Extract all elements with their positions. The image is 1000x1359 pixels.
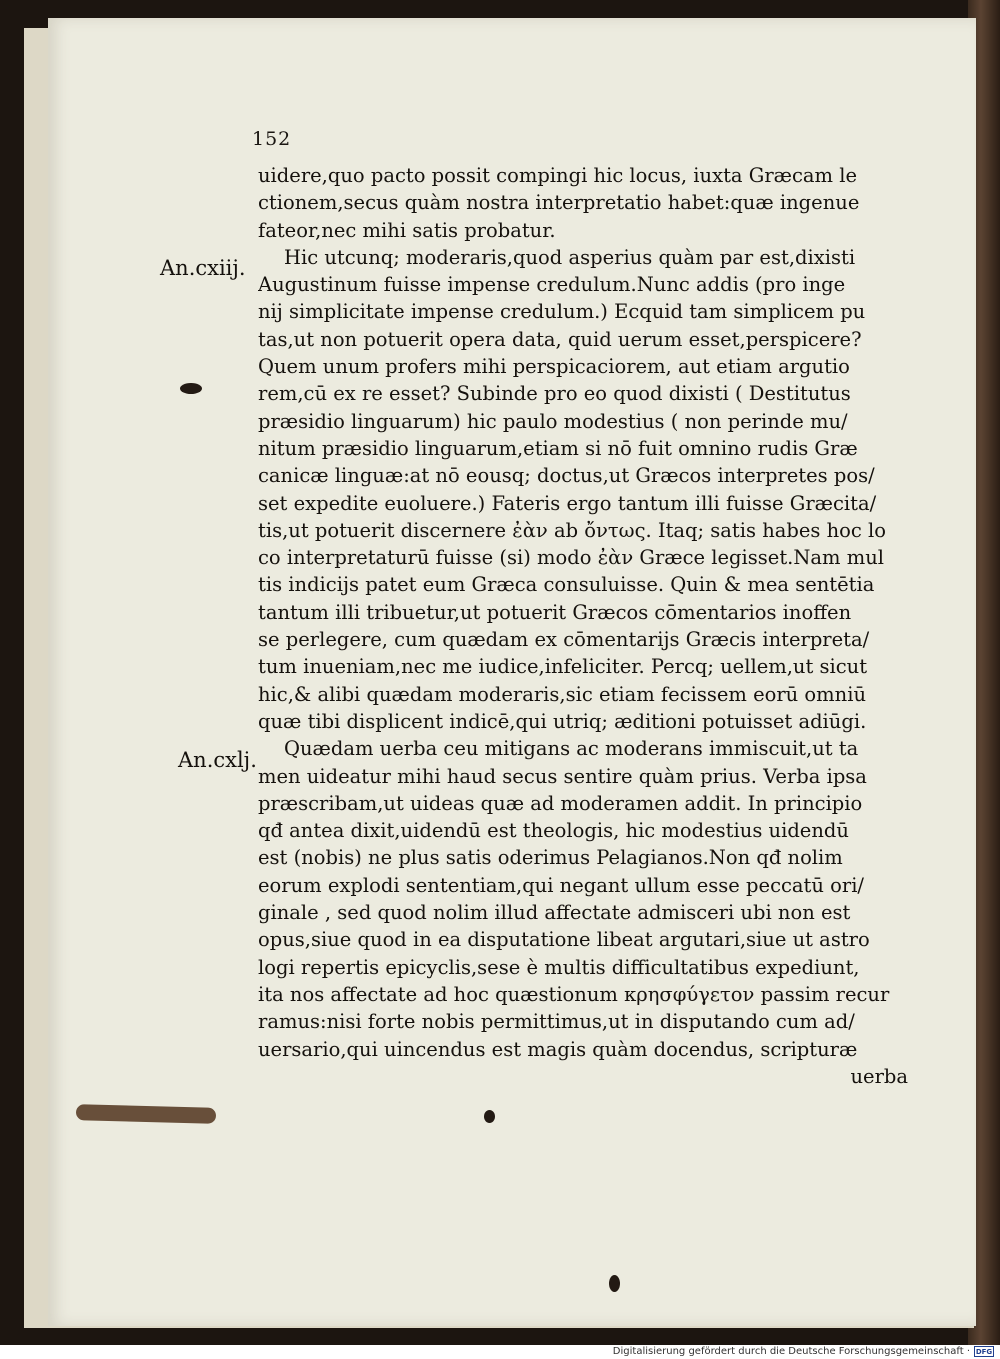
text-line: Quem unum profers mihi perspicaciorem, aut etiam argutio (258, 355, 850, 379)
text-line: præsidio linguarum) hic paulo modestius ( non perinde mu/ (258, 409, 848, 433)
text-line: tas,ut non potuerit opera data, quid uerum esset,perspicere? (258, 327, 862, 351)
text-line: nitum præsidio linguarum,etiam si nō fuit omnino rudis Græ (258, 436, 858, 460)
text-line: logi repertis epicyclis,sese è multis difficultatibus expediunt, (258, 955, 860, 979)
text-line: Hic utcunq; moderaris,quod asperius quàm par est,dixisti (284, 245, 856, 269)
marginal-note-1: An.cxiij. (160, 256, 246, 280)
text-line: co interpretaturū fuisse (si) modo ἐὰν Græce legisset.Nam mul (258, 546, 885, 570)
text-line: canicæ linguæ:at nō eousq; doctus,ut Græcos interpretes pos/ (258, 464, 875, 488)
text-line: tantum illi tribuetur,ut potuerit Græcos cōmentarios inoffen (258, 600, 852, 624)
marginal-note-2: An.cxlj. (178, 748, 257, 772)
text-line: men uideatur mihi haud secus sentire quàm prius. Verba ipsa (258, 764, 867, 788)
text-line: fateor,nec mihi satis probatur. (258, 218, 556, 242)
digitization-footer (0, 1345, 1000, 1359)
ink-blot (180, 383, 202, 394)
text-line: tum inueniam,nec me iudice,infeliciter. Percq; uellem,ut sicut (258, 655, 868, 679)
text-line: ita nos affectate ad hoc quæstionum κρησφύγετον passim recur (258, 982, 890, 1006)
text-line: ramus:nisi forte nobis permittimus,ut in disputando cum ad/ (258, 1010, 855, 1034)
ink-blot (609, 1275, 620, 1292)
ink-blot (484, 1110, 495, 1123)
dfg-logo-icon: DFG (975, 1348, 993, 1356)
text-line: Augustinum fuisse impense credulum.Nunc addis (pro inge (258, 273, 846, 297)
funding-credit: Digitalisierung gefördert durch die Deutsche Forschungsgemeinschaft · (612, 1346, 970, 1357)
text-line: est (nobis) ne plus satis oderimus Pelagianos.Non qđ nolim (258, 846, 843, 870)
text-line: uersario,qui uincendus est magis quàm docendus, scripturæ (258, 1037, 858, 1061)
text-line: nij simplicitate impense credulum.) Ecquid tam simplicem pu (258, 300, 866, 324)
text-line: hic,& alibi quædam moderaris,sic etiam fecissem eorū omniū (258, 682, 867, 706)
text-line: ginale , sed quod nolim illud affectate admisceri ubi non est (258, 901, 851, 925)
text-line: se perlegere, cum quædam ex cōmentarijs Græcis interpreta/ (258, 628, 870, 652)
text-line: eorum explodi sententiam,qui negant ullum esse peccatū ori/ (258, 873, 864, 897)
text-line: Quædam uerba ceu mitigans ac moderans immiscuit,ut ta (284, 737, 859, 761)
text-line: set expedite euoluere.) Fateris ergo tantum illi fuisse Græcita/ (258, 491, 877, 515)
page-number: 152 (252, 128, 292, 150)
body-text (258, 162, 908, 1090)
catchword: uerba (850, 1064, 908, 1088)
text-line: tis indicijs patet eum Græca consuluisse. Quin & mea sentētia (258, 573, 875, 597)
text-line: tis,ut potuerit discernere ἐὰν ab ὄντως. Itaq; satis habes hoc lo (258, 518, 887, 542)
text-line: quæ tibi displicent indicē,qui utriq; æditioni potuisset adiūgi. (258, 709, 867, 733)
text-line: præscribam,ut uideas quæ ad moderamen addit. In principio (258, 791, 863, 815)
text-line: opus,siue quod in ea disputatione libeat argutari,siue ut astro (258, 928, 870, 952)
text-line: qđ antea dixit,uidendū est theologis, hic modestius uidendū (258, 819, 849, 843)
text-line: uidere,quo pacto possit compingi hic locus, iuxta Græcam le (258, 164, 857, 187)
text-line: ctionem,secus quàm nostra interpretatio habet:quæ ingenue (258, 191, 860, 215)
binding-thread (76, 1104, 216, 1124)
text-line: rem,cū ex re esset? Subinde pro eo quod dixisti ( Destitutus (258, 382, 851, 406)
